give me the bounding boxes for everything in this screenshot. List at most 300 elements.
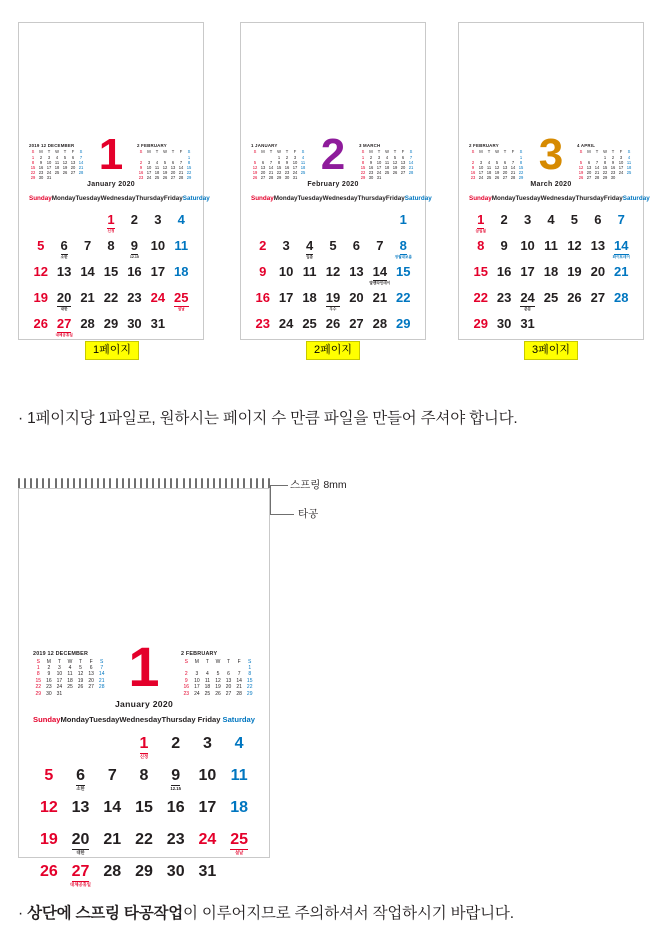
mini-day: 19 — [162, 170, 168, 176]
day-cell-empty — [298, 209, 321, 235]
mini-day: 11 — [204, 677, 211, 684]
day-cell-empty — [539, 313, 562, 339]
day-number: 30 — [166, 863, 185, 880]
day-number: 24 — [198, 831, 217, 848]
day-cell — [160, 731, 192, 763]
mini-day — [75, 691, 86, 697]
day-note: 신정 — [107, 229, 115, 233]
mini-dow: T — [377, 149, 381, 155]
mini-dow: S — [361, 149, 365, 155]
mini-dow: T — [47, 149, 51, 155]
mini-day: 20 — [170, 170, 176, 176]
day-cell — [76, 235, 99, 261]
mini-month-title: 3 MARCH — [359, 143, 381, 148]
mini-day: 31 — [46, 175, 52, 181]
day-number: 3 — [282, 238, 290, 253]
mini-day: 12 — [252, 165, 258, 171]
mini-day: 17 — [46, 165, 52, 171]
day-cell — [298, 287, 321, 313]
day-number: 16 — [166, 799, 185, 816]
mini-day: 12 — [494, 165, 500, 171]
mini-day: 6 — [261, 159, 265, 165]
mini-day: 7 — [511, 159, 515, 165]
day-note: 입춘 — [306, 255, 314, 259]
day-number: 27 — [590, 290, 606, 305]
day-number: 11 — [174, 238, 189, 253]
mini-day: 15 — [30, 165, 36, 171]
mini-day: 5 — [79, 665, 82, 671]
mini-month-title: 2 FEBRUARY — [469, 143, 499, 148]
day-number: 14 — [614, 238, 629, 253]
mini-dow: T — [487, 149, 491, 155]
mini-day: 22 — [30, 170, 36, 176]
day-number: 11 — [544, 238, 558, 253]
day-number: 5 — [37, 238, 45, 253]
mini-day: 25 — [486, 175, 492, 181]
day-cell — [170, 261, 193, 287]
mini-day: 7 — [179, 159, 183, 165]
mini-dow: W — [603, 149, 607, 155]
mini-day: 7 — [409, 154, 413, 160]
day-cell-empty — [29, 209, 52, 235]
mini-day: 21 — [236, 684, 242, 691]
mini-day: 27 — [502, 175, 508, 181]
day-cell — [65, 795, 97, 827]
calendar-page-1[interactable] — [18, 22, 210, 340]
day-number: 3 — [523, 212, 532, 227]
mini-day: 20 — [88, 677, 94, 684]
day-note: 화이트데이 — [612, 255, 630, 259]
days-grid — [251, 209, 415, 339]
mini-day: 14 — [178, 165, 184, 171]
mini-day: 18 — [626, 165, 632, 171]
day-cell — [160, 859, 192, 891]
day-cell — [345, 313, 368, 339]
mini-day: 30 — [38, 175, 44, 181]
mini-day: 16 — [138, 170, 144, 176]
day-cell — [274, 287, 297, 313]
day-number: 13 — [71, 799, 90, 816]
day-number: 10 — [278, 264, 294, 279]
day-cell — [192, 827, 224, 859]
mini-day: 19 — [62, 165, 68, 171]
mini-dow: T — [611, 149, 615, 155]
day-number: 17 — [278, 290, 294, 305]
mini-day: 1 — [36, 665, 40, 671]
day-number: 16 — [127, 264, 142, 279]
day-note: 대한 — [60, 307, 68, 311]
day-cell — [516, 287, 539, 313]
mini-day: 31 — [376, 175, 382, 181]
mini-day: 4 — [627, 154, 631, 160]
day-cell — [128, 795, 160, 827]
mini-month-grid — [33, 659, 107, 697]
mini-day: 8 — [277, 159, 281, 165]
mini-day: 9 — [611, 159, 615, 165]
mini-day: 13 — [586, 165, 592, 171]
day-number: 2 — [130, 212, 139, 227]
mini-dow: M — [369, 149, 373, 155]
mini-day: 11 — [626, 159, 632, 165]
day-number: 2 — [259, 238, 267, 253]
mini-day — [86, 691, 97, 697]
day-cell — [539, 287, 562, 313]
page-label-2: 2페이지 — [306, 341, 360, 360]
day-cell — [99, 235, 122, 261]
mini-day: 1 — [519, 154, 523, 160]
day-cell — [492, 287, 515, 313]
day-number: 18 — [543, 264, 559, 279]
mini-dow: S — [579, 149, 583, 155]
mini-dow: M — [46, 658, 51, 665]
day-number: 8 — [477, 238, 485, 253]
mini-dow: F — [89, 658, 93, 665]
weekday-label: Friday — [603, 195, 623, 202]
month-name: January 2020 — [114, 699, 174, 709]
mini-day: 9 — [471, 165, 475, 171]
day-cell — [610, 287, 633, 313]
mini-day: 23 — [38, 170, 44, 176]
day-cell-empty — [33, 731, 65, 763]
mini-day: 6 — [503, 159, 507, 165]
calendar-page-3[interactable] — [458, 22, 650, 340]
mini-day: 1 — [277, 154, 281, 160]
day-cell — [52, 313, 75, 339]
mini-day: 29 — [186, 175, 192, 181]
mini-day: 27 — [225, 690, 232, 697]
day-number: 26 — [33, 316, 48, 331]
mini-day: 4 — [301, 154, 305, 160]
mini-day: 18 — [300, 165, 306, 171]
day-number: 24 — [150, 290, 166, 305]
weekday-label: Thursday — [575, 195, 604, 202]
punch-leader-vertical — [270, 486, 271, 514]
day-number: 22 — [135, 831, 153, 848]
day-number: 18 — [230, 799, 249, 816]
mini-day: 29 — [602, 175, 608, 181]
mini-day: 22 — [186, 170, 192, 176]
day-cell — [146, 287, 169, 313]
day-cell — [586, 261, 609, 287]
day-cell — [563, 235, 586, 261]
mini-day: 4 — [68, 665, 72, 671]
mini-day: 19 — [215, 684, 221, 691]
mini-dow: M — [261, 149, 265, 155]
day-cell — [321, 287, 344, 313]
day-note: 설날 — [234, 850, 244, 855]
day-number: 31 — [150, 316, 166, 331]
day-cell — [586, 235, 609, 261]
day-number: 22 — [473, 290, 488, 305]
weekday-header-row — [29, 195, 210, 202]
weekday-label: Wednesday — [540, 195, 576, 202]
mini-day: 28 — [236, 690, 242, 697]
day-cell — [123, 287, 146, 313]
mini-day: 11 — [54, 159, 60, 165]
mini-day — [399, 175, 407, 180]
day-number: 12 — [567, 238, 582, 253]
mini-day — [625, 175, 633, 180]
day-note: 소한 — [76, 786, 85, 791]
day-cell — [76, 287, 99, 313]
day-cell — [251, 287, 274, 313]
note-one-file-per-page: · 1페이지당 1파일로, 원하시는 페이지 수 만큼 파일을 만들어 주셔야 합니다. — [18, 410, 518, 427]
day-cell — [146, 209, 169, 235]
mini-day: 28 — [510, 175, 516, 181]
day-number: 5 — [44, 767, 54, 784]
mini-day: 23 — [368, 170, 374, 176]
day-cell — [65, 859, 97, 891]
note2-prefix: · — [18, 905, 28, 922]
mini-month-right — [137, 143, 193, 181]
mini-month-title: 2 FEBRUARY — [181, 651, 218, 657]
mini-day — [65, 691, 76, 697]
day-cell-empty — [586, 313, 609, 339]
day-note: 대체공휴일 — [55, 333, 73, 337]
day-cell — [539, 261, 562, 287]
day-cell — [65, 827, 97, 859]
day-cell — [52, 261, 75, 287]
day-cell — [274, 235, 297, 261]
mini-day: 26 — [162, 175, 168, 181]
mini-day: 27 — [88, 684, 94, 691]
mini-dow: M — [194, 658, 199, 665]
mini-day: 13 — [400, 159, 406, 165]
day-number: 7 — [376, 238, 384, 253]
mini-day: 23 — [284, 170, 290, 176]
mini-day: 15 — [276, 165, 282, 171]
day-cell — [345, 287, 368, 313]
day-number: 27 — [71, 863, 90, 880]
mini-day: 31 — [56, 690, 63, 697]
day-cell — [123, 313, 146, 339]
mini-day: 17 — [618, 165, 624, 171]
mini-dow: W — [277, 149, 281, 155]
day-cell — [586, 287, 609, 313]
day-number: 25 — [174, 290, 189, 305]
day-number: 18 — [174, 264, 189, 279]
mini-dow: F — [511, 149, 515, 155]
weekday-label: Friday — [197, 715, 221, 724]
calendar-header — [33, 635, 255, 709]
mini-dow: S — [253, 149, 257, 155]
punch-label: 타공 — [298, 508, 319, 520]
mini-day: 31 — [292, 175, 298, 181]
sample-calendar-page[interactable] — [18, 488, 270, 887]
day-cell — [123, 209, 146, 235]
mini-day: 26 — [578, 175, 584, 181]
mini-day: 30 — [46, 690, 52, 697]
mini-day: 17 — [56, 677, 63, 684]
mini-day: 13 — [170, 165, 176, 171]
day-number: 28 — [614, 290, 629, 305]
day-cell — [469, 313, 492, 339]
day-number: 1 — [399, 212, 407, 227]
calendar-sample — [19, 489, 269, 887]
weekday-header-row — [469, 195, 650, 202]
weekday-label: Saturday — [622, 195, 650, 202]
mini-day: 18 — [154, 170, 160, 176]
mini-day: 12 — [215, 677, 221, 684]
day-number: 12 — [33, 264, 48, 279]
calendar-header — [469, 130, 633, 188]
mini-day: 4 — [155, 159, 159, 165]
day-cell — [368, 287, 391, 313]
mini-day: 5 — [163, 159, 167, 165]
mini-day: 7 — [269, 159, 273, 165]
mini-day: 3 — [58, 665, 61, 671]
mini-day: 11 — [67, 671, 73, 678]
day-number: 31 — [198, 863, 217, 880]
mini-day: 8 — [361, 159, 365, 165]
weekday-label: Tuesday — [297, 195, 323, 202]
day-cell — [492, 261, 515, 287]
mini-day: 6 — [587, 159, 591, 165]
day-number: 28 — [80, 316, 95, 331]
day-number: 8 — [399, 238, 407, 253]
weekday-label: Friday — [163, 195, 183, 202]
weekday-header-row — [251, 195, 432, 202]
mini-day: 12 — [578, 165, 584, 171]
mini-day: 4 — [206, 671, 209, 678]
mini-day: 24 — [46, 170, 52, 176]
mini-day: 14 — [510, 165, 516, 171]
mini-dow: T — [155, 149, 159, 155]
day-number: 3 — [202, 735, 212, 752]
mini-day: 2 — [39, 154, 43, 160]
day-number: 21 — [103, 831, 122, 848]
mini-day: 10 — [478, 165, 484, 171]
mini-day — [77, 175, 85, 180]
mini-dow: T — [285, 149, 289, 155]
mini-dow: T — [171, 149, 175, 155]
day-cell — [563, 287, 586, 313]
day-cell — [563, 209, 586, 235]
mini-day: 25 — [300, 170, 306, 176]
mini-day: 1 — [248, 665, 252, 671]
mini-dow: S — [36, 658, 40, 665]
mini-day: 23 — [470, 175, 476, 181]
day-cell — [99, 287, 122, 313]
mini-day: 2 — [139, 159, 143, 165]
calendar-1 — [19, 23, 210, 339]
mini-day: 14 — [268, 165, 274, 171]
day-number: 16 — [496, 264, 512, 279]
day-cell — [392, 313, 415, 339]
mini-day: 25 — [54, 170, 60, 176]
mini-day: 10 — [194, 677, 200, 684]
day-cell — [469, 261, 492, 287]
mini-day: 22 — [360, 170, 366, 176]
day-cell-empty — [274, 209, 297, 235]
mini-day — [617, 175, 625, 180]
mini-day: 4 — [385, 154, 389, 160]
day-cell — [223, 731, 255, 763]
mini-day: 3 — [195, 671, 199, 678]
days-grid — [33, 731, 255, 891]
day-number: 8 — [139, 767, 149, 784]
day-cell-empty — [368, 209, 391, 235]
day-cell — [586, 209, 609, 235]
calendar-page-2[interactable] — [240, 22, 432, 340]
mini-day: 23 — [610, 170, 616, 176]
mini-day: 3 — [479, 159, 483, 165]
weekday-label: Saturday — [182, 195, 210, 202]
mini-day — [383, 175, 391, 180]
day-number: 26 — [39, 863, 58, 880]
day-number: 20 — [71, 831, 90, 848]
day-number: 11 — [230, 767, 248, 784]
mini-day: 29 — [360, 175, 366, 181]
day-cell — [65, 763, 97, 795]
day-number: 26 — [325, 316, 341, 331]
mini-day: 26 — [62, 170, 68, 176]
day-cell — [274, 261, 297, 287]
day-cell — [192, 763, 224, 795]
day-cell — [123, 235, 146, 261]
weekday-label: Thursday — [135, 195, 164, 202]
mini-day: 18 — [54, 165, 60, 171]
day-number: 2 — [171, 735, 181, 752]
weekday-label: Thursday — [161, 715, 196, 724]
mini-day: 20 — [502, 170, 508, 176]
mini-dow: T — [205, 658, 209, 665]
mini-day: 18 — [204, 684, 211, 691]
day-number: 12 — [325, 264, 341, 279]
mini-day: 18 — [486, 170, 492, 176]
day-cell — [170, 209, 193, 235]
day-cell — [610, 235, 633, 261]
mini-day: 5 — [63, 154, 67, 160]
mini-day: 13 — [88, 671, 94, 678]
mini-day: 3 — [377, 154, 381, 160]
mini-day: 19 — [252, 170, 258, 176]
mini-day: 20 — [400, 165, 406, 171]
day-cell — [29, 235, 52, 261]
mini-day: 2 — [611, 154, 615, 160]
mini-day: 26 — [77, 684, 84, 691]
mini-day: 16 — [38, 165, 44, 171]
day-note: 발렌타인데이 — [369, 281, 391, 285]
mini-day: 2 — [47, 665, 51, 671]
day-cell-empty — [170, 313, 193, 339]
mini-month-left — [29, 143, 85, 181]
mini-day: 3 — [293, 154, 297, 160]
mini-day: 2 — [369, 154, 373, 160]
day-number: 31 — [520, 316, 535, 331]
mini-day: 26 — [215, 690, 221, 697]
day-cell — [345, 261, 368, 287]
day-cell — [251, 261, 274, 287]
day-number: 1 — [139, 735, 149, 752]
day-cell — [516, 209, 539, 235]
mini-day: 22 — [602, 170, 608, 176]
mini-day: 12 — [162, 165, 168, 171]
day-cell-empty — [251, 209, 274, 235]
mini-dow: W — [385, 149, 389, 155]
mini-dow: T — [595, 149, 599, 155]
day-cell — [192, 731, 224, 763]
mini-month-grid — [137, 149, 193, 180]
day-number: 21 — [80, 290, 95, 305]
mini-day: 23 — [183, 690, 190, 697]
day-number: 24 — [520, 290, 535, 305]
day-number: 18 — [302, 290, 317, 305]
day-cell — [33, 763, 65, 795]
day-number: 27 — [349, 316, 364, 331]
mini-dow: T — [79, 658, 83, 665]
day-cell-empty — [223, 859, 255, 891]
